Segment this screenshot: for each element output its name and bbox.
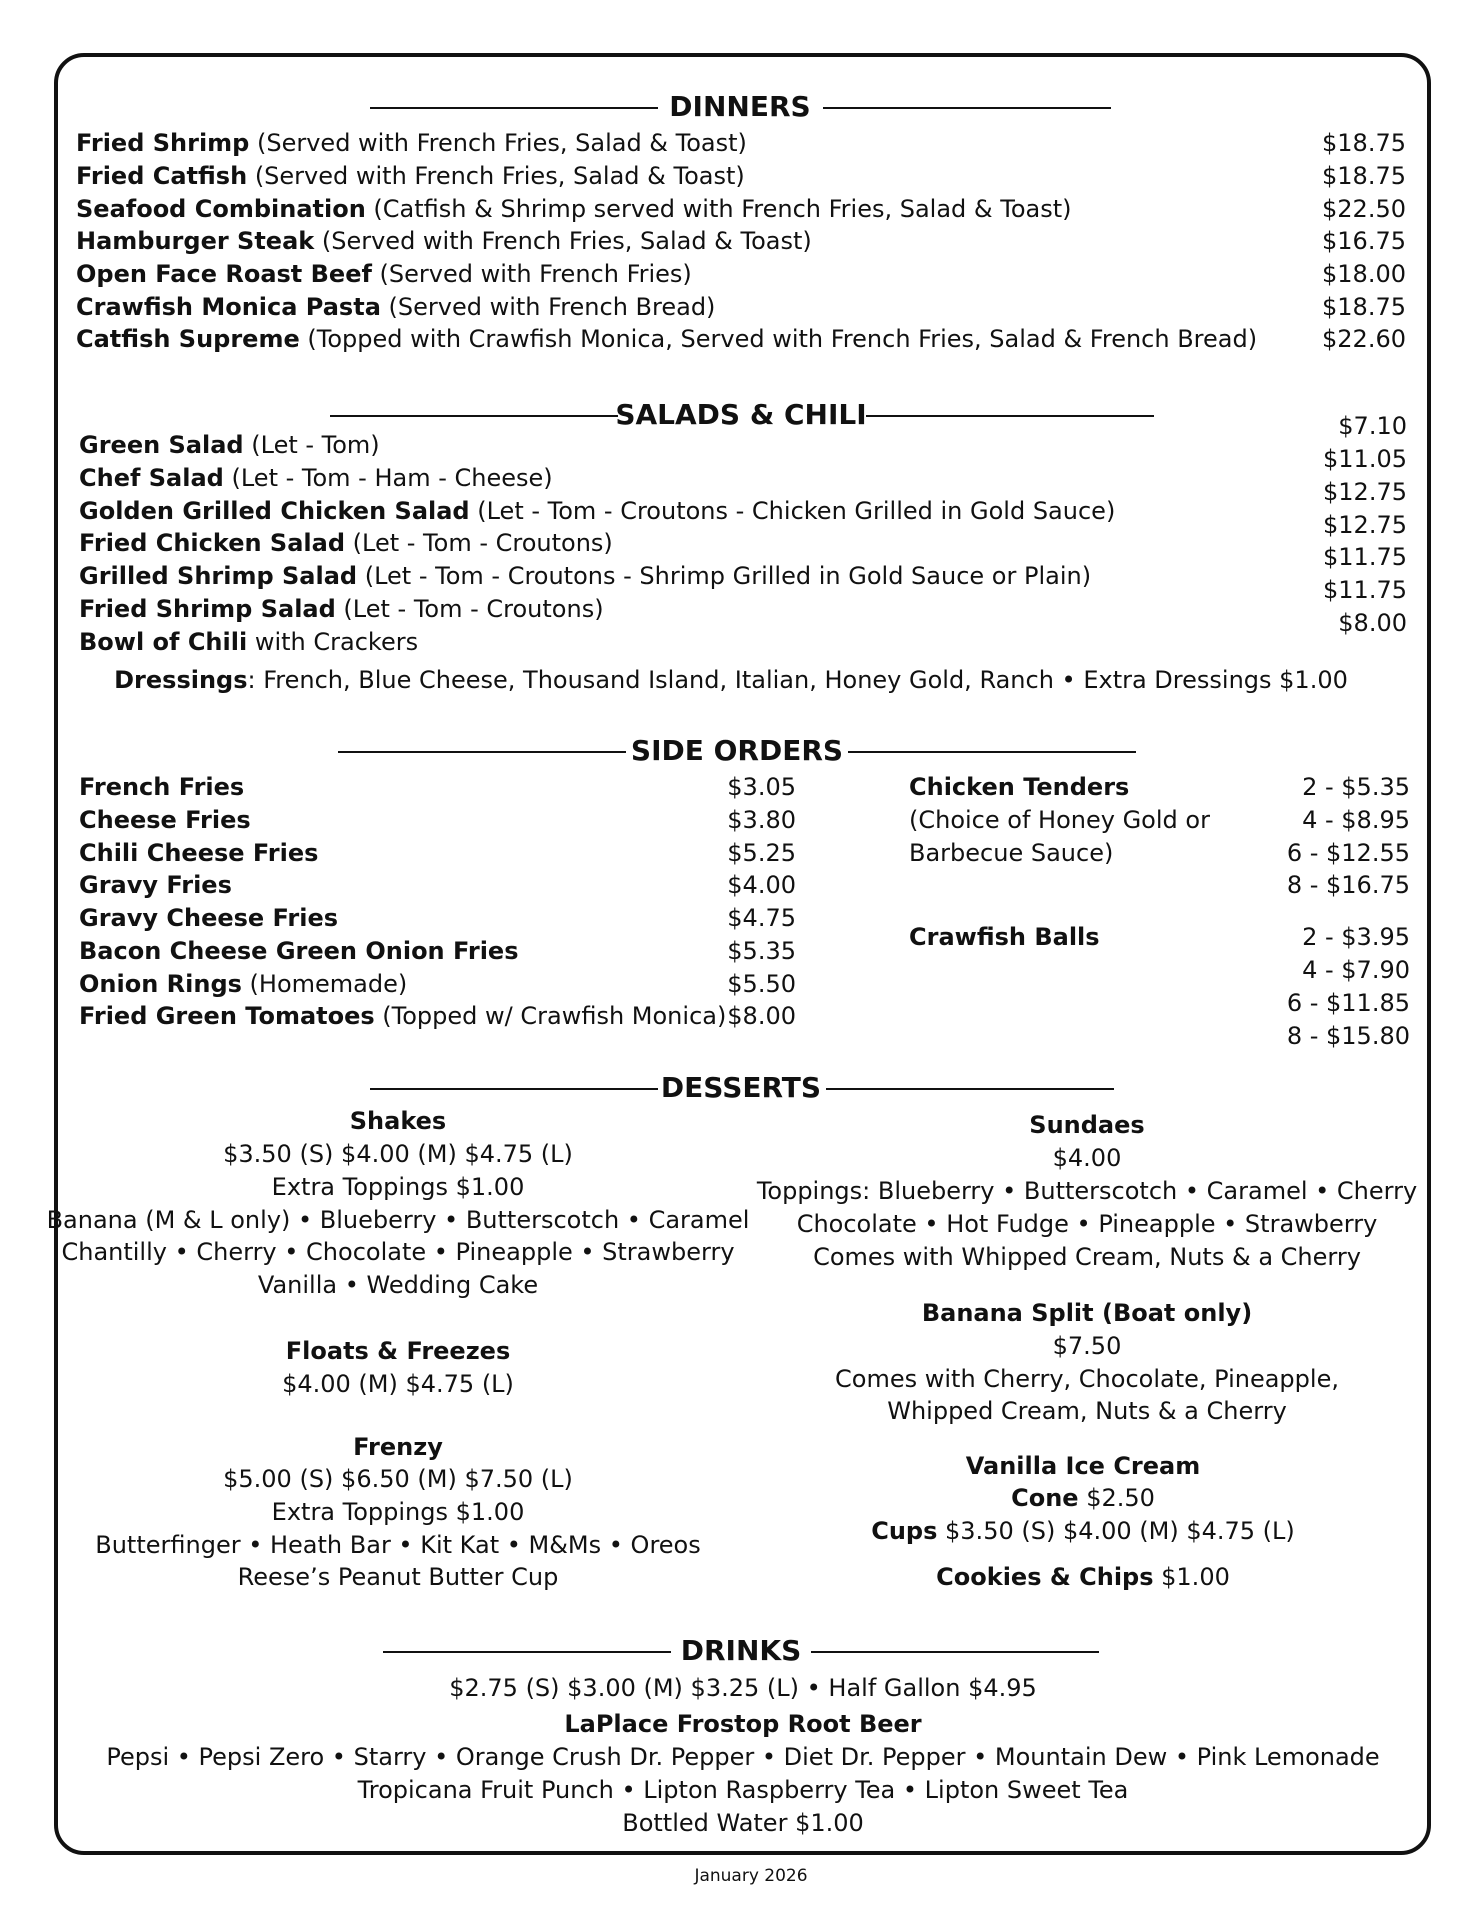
menu-item: Bacon Cheese Green Onion Fries — [79, 937, 519, 965]
sundaes-title: Sundaes — [1029, 1111, 1145, 1139]
dinners-rule-right — [823, 107, 1111, 109]
menu-price: $12.75 — [1323, 511, 1407, 539]
frenzy-line: Butterfinger • Heath Bar • Kit Kat • M&Ms • Oreos — [95, 1531, 701, 1559]
menu-price: $4.75 — [727, 904, 796, 932]
drinks-prices: $2.75 (S) $3.00 (M) $3.25 (L) • Half Gallon $4.95 — [449, 1674, 1037, 1702]
menu-price: $16.75 — [1322, 227, 1406, 255]
drinks-list-line: Pepsi • Pepsi Zero • Starry • Orange Crush Dr. Pepper • Diet Dr. Pepper • Mountain Dew • Pink Lemonade — [106, 1743, 1380, 1771]
menu-item: Fried Shrimp (Served with French Fries, Salad & Toast) — [76, 129, 747, 157]
shakes-line: Banana (M & L only) • Blueberry • Butterscotch • Caramel — [46, 1206, 750, 1234]
crawfish-title: Crawfish Balls — [909, 923, 1100, 951]
menu-price: $11.75 — [1323, 543, 1407, 571]
menu-item: Green Salad (Let - Tom) — [79, 431, 380, 459]
frenzy-line: $5.00 (S) $6.50 (M) $7.50 (L) — [223, 1465, 573, 1493]
menu-price: $3.80 — [727, 806, 796, 834]
drinks-list-line: Tropicana Fruit Punch • Lipton Raspberry Tea • Lipton Sweet Tea — [357, 1776, 1129, 1804]
tenders-price: 8 - $16.75 — [1286, 871, 1410, 899]
menu-price: $3.05 — [727, 773, 796, 801]
menu-date: January 2026 — [694, 1866, 808, 1886]
crawfish-price: 8 - $15.80 — [1286, 1022, 1410, 1050]
drinks-list-line: Bottled Water $1.00 — [622, 1809, 864, 1837]
menu-item: Fried Green Tomatoes (Topped w/ Crawfish Monica) — [79, 1002, 727, 1030]
split-line: $7.50 — [1052, 1332, 1122, 1360]
menu-item: Catfish Supreme (Topped with Crawfish Monica, Served with French Fries, Salad & French Bread) — [76, 325, 1258, 353]
floats-line: $4.00 (M) $4.75 (L) — [282, 1370, 514, 1398]
sides-rule-left — [338, 751, 626, 753]
menu-price: $18.75 — [1322, 129, 1406, 157]
tenders-price: 4 - $8.95 — [1302, 806, 1410, 834]
cookies-chips: Cookies & Chips $1.00 — [936, 1563, 1230, 1591]
shakes-line: Extra Toppings $1.00 — [271, 1173, 525, 1201]
menu-item: Bowl of Chili with Crackers — [79, 628, 419, 656]
drinks-rule-right — [811, 1651, 1099, 1653]
menu-item: Fried Shrimp Salad (Let - Tom - Croutons) — [79, 595, 604, 623]
dinners-heading: DINNERS — [669, 90, 811, 123]
desserts-heading: DESSERTS — [660, 1071, 822, 1104]
menu-price: $8.00 — [1338, 609, 1407, 637]
menu-item: Fried Chicken Salad (Let - Tom - Croutons) — [79, 529, 613, 557]
dressings-line: Dressings: French, Blue Cheese, Thousand Island, Italian, Honey Gold, Ranch • Extra Dressings $1.00 — [114, 666, 1348, 694]
salads-rule-right — [866, 415, 1154, 417]
sides-rule-right — [848, 751, 1136, 753]
sundaes-line: Comes with Whipped Cream, Nuts & a Cherry — [813, 1243, 1361, 1271]
crawfish-price: 4 - $7.90 — [1302, 956, 1410, 984]
icecream-cups: Cups $3.50 (S) $4.00 (M) $4.75 (L) — [871, 1517, 1295, 1545]
split-title: Banana Split (Boat only) — [921, 1299, 1253, 1327]
frenzy-line: Extra Toppings $1.00 — [271, 1498, 525, 1526]
menu-price: $7.10 — [1338, 412, 1407, 440]
tenders-desc: (Choice of Honey Gold or — [909, 806, 1210, 834]
dinners-rule-left — [370, 107, 658, 109]
menu-price: $12.75 — [1323, 478, 1407, 506]
icecream-title: Vanilla Ice Cream — [965, 1452, 1201, 1480]
menu-item: Gravy Cheese Fries — [79, 904, 339, 932]
tenders-price: 2 - $5.35 — [1302, 773, 1410, 801]
desserts-rule-left — [370, 1088, 658, 1090]
desserts-rule-right — [826, 1088, 1114, 1090]
tenders-price: 6 - $12.55 — [1286, 839, 1410, 867]
menu-item: French Fries — [79, 773, 245, 801]
menu-price: $11.05 — [1323, 445, 1407, 473]
menu-price: $22.60 — [1322, 325, 1406, 353]
menu-item: Chili Cheese Fries — [79, 839, 319, 867]
menu-item: Grilled Shrimp Salad (Let - Tom - Croutons - Shrimp Grilled in Gold Sauce or Plain) — [79, 562, 1092, 590]
salads-rule-left — [330, 415, 618, 417]
menu-price: $4.00 — [727, 871, 796, 899]
frenzy-line: Reese’s Peanut Butter Cup — [237, 1563, 559, 1591]
floats-title: Floats & Freezes — [285, 1337, 511, 1365]
menu-item: Crawfish Monica Pasta (Served with French Bread) — [76, 293, 716, 321]
menu-price: $5.35 — [727, 937, 796, 965]
crawfish-price: 6 - $11.85 — [1286, 989, 1410, 1017]
drinks-rootbeer: LaPlace Frostop Root Beer — [564, 1710, 922, 1738]
drinks-heading: DRINKS — [680, 1634, 802, 1667]
menu-price: $18.75 — [1322, 162, 1406, 190]
sundaes-line: Toppings: Blueberry • Butterscotch • Caramel • Cherry — [756, 1177, 1418, 1205]
menu-price: $5.25 — [727, 839, 796, 867]
split-line: Whipped Cream, Nuts & a Cherry — [887, 1397, 1287, 1425]
menu-item: Seafood Combination (Catfish & Shrimp served with French Fries, Salad & Toast) — [76, 195, 1072, 223]
menu-item: Open Face Roast Beef (Served with French Fries) — [76, 260, 692, 288]
shakes-line: Vanilla • Wedding Cake — [257, 1271, 539, 1299]
shakes-line: $3.50 (S) $4.00 (M) $4.75 (L) — [223, 1140, 573, 1168]
tenders-desc: Barbecue Sauce) — [909, 839, 1114, 867]
menu-price: $22.50 — [1322, 195, 1406, 223]
sundaes-line: Chocolate • Hot Fudge • Pineapple • Strawberry — [796, 1210, 1378, 1238]
frenzy-title: Frenzy — [353, 1433, 443, 1461]
sides-heading: SIDE ORDERS — [630, 734, 844, 767]
tenders-title: Chicken Tenders — [909, 773, 1130, 801]
shakes-line: Chantilly • Cherry • Chocolate • Pineapple • Strawberry — [61, 1238, 735, 1266]
salads-heading: SALADS & CHILI — [615, 398, 867, 431]
menu-price: $8.00 — [727, 1002, 796, 1030]
menu-item: Fried Catfish (Served with French Fries, Salad & Toast) — [76, 162, 745, 190]
menu-item: Chef Salad (Let - Tom - Ham - Cheese) — [79, 464, 553, 492]
menu-item: Onion Rings (Homemade) — [79, 970, 408, 998]
crawfish-price: 2 - $3.95 — [1302, 923, 1410, 951]
menu-price: $5.50 — [727, 970, 796, 998]
split-line: Comes with Cherry, Chocolate, Pineapple, — [835, 1365, 1339, 1393]
menu-price: $18.75 — [1322, 293, 1406, 321]
menu-item: Golden Grilled Chicken Salad (Let - Tom - Croutons - Chicken Grilled in Gold Sauce) — [79, 497, 1116, 525]
menu-item: Hamburger Steak (Served with French Fries, Salad & Toast) — [76, 227, 812, 255]
sundaes-line: $4.00 — [1052, 1144, 1122, 1172]
menu-price: $11.75 — [1323, 576, 1407, 604]
menu-item: Cheese Fries — [79, 806, 251, 834]
menu-price: $18.00 — [1322, 260, 1406, 288]
icecream-cone: Cone $2.50 — [1011, 1484, 1155, 1512]
drinks-rule-left — [383, 1651, 671, 1653]
shakes-title: Shakes — [349, 1107, 447, 1135]
menu-item: Gravy Fries — [79, 871, 232, 899]
